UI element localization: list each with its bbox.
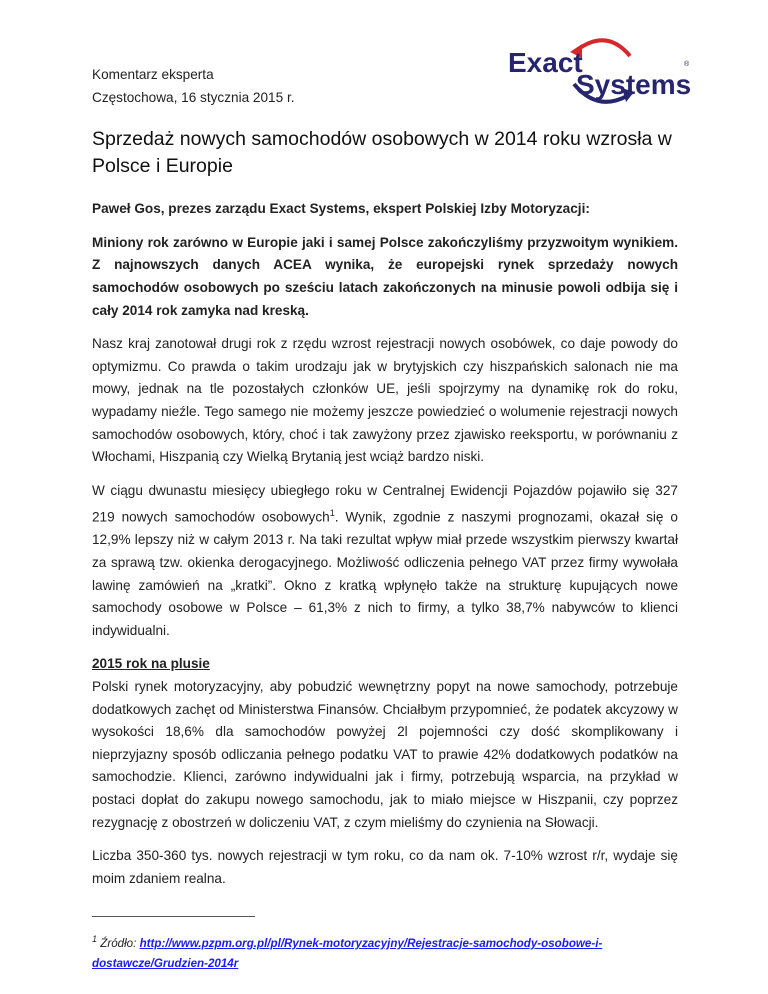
footnote [92,929,678,974]
paragraph-text: W ciągu dwunastu miesięcy ubiegłego roku w Centralnej Ewidencji Pojazdów pojawiło się 327 219 nowych samochodów osobowych [92,482,678,525]
footnote-link[interactable]: http://www.pzpm.org.pl/pl/Rynek-motoryzacyjny/Rejestracje-samochody-osobowe-i-dostawcze/Grudzien-2014r [92,936,603,970]
lead-paragraph: Miniony rok zarówno w Europie jaki i samej Polsce zakończyliśmy przyzwoitym wynikiem. Z najnowszych danych ACEA wynika, że europejski rynek sprzedaży nowych samochodów osobowych po sześciu latach zakończonych na minusie powoli odbija się i cały 2014 rok zamyka nad kreską. [92,234,678,318]
svg-text:®: ® [684,61,690,68]
footnote-number: 1 [92,933,98,944]
footnote-divider [92,916,255,917]
paragraph: Nasz kraj zanotował drugi rok z rzędu wzrost rejestracji nowych osobówek, co daje powody do optymizmu. Co prawda o takim urodzaju jak w brytyjskich czy hiszpańskich salonach nie ma mowy, jednak na tle pozostałych członków UE, jeśli spojrzymy na dynamikę rok do roku, wypadamy nieźle. Tego samego nie możemy jeszcze powiedzieć o wolumenie rejestracji nowych samochodów osobowych, który, choć i tak zawyżony przez zjawisko reeksportu, w porównaniu z Włochami, Hiszpanią czy Wielką Brytanią jest wciąż bardzo niski. [92,336,678,465]
footnote-ref[interactable]: 1 [329,508,335,519]
paragraph: Polski rynek motoryzacyjny, aby pobudzić wewnętrzny popyt na nowe samochody, potrzebuje dodatkowych zachęt od Ministerstwa Finansów. Chciałbym przypomnieć, że podatek akcyzowy w wysokości 18,6% dla samochodów powyżej 2l pojemności czy dość skomplikowany i nieprzyjazny sposób odliczania pełnego podatku VAT to prawie 42% dodatkowych podatków na samochodzie. Klienci, zarówno indywidualni jak i firmy, potrzebują wsparcia, na przykład w postaci dopłat do zakupu nowego samochodu, jak to miało miejsce w Hiszpanii, czy poprzez rezygnację z obostrzeń w doliczeniu VAT, z czym mieliśmy do czynienia na Słowacji. [92,679,678,830]
paragraph [92,480,678,643]
svg-text:Systems: Systems [576,69,692,100]
document-body [92,64,678,985]
paragraph-text: . Wynik, zgodnie z naszymi prognozami, okazał się o 12,9% lepszy niż w całym 2013 r. Na taki rezultat wpływ miał przede wszystkim pierwszy kwartał za sprawą tzw. okienka derogacyjnego. Możliwość odliczenia pełnego VAT przez firmy wywołała lawinę zamówień na „kratki”. Okno z kratką wpłynęło także na strukturę kupujących nowe samochody osobowe w Polsce – 61,3% z nich to firmy, a tylko 38,7% nabywców to klienci indywidualni. [92,509,678,638]
author-line: Paweł Gos, prezes zarządu Exact Systems, ekspert Polskiej Izby Motoryzacji: [92,201,590,217]
svg-text:Exact: Exact [508,47,583,78]
place-date: Częstochowa, 16 stycznia 2015 r. [92,89,295,105]
section-heading: 2015 rok na plusie [92,656,210,672]
comment-label: Komentarz eksperta [92,67,214,82]
closing-paragraph: Liczba 350-360 tys. nowych rejestracji w tym roku, co da nam ok. 7-10% wzrost r/r, wydaje się moim zdaniem realna. [92,848,678,886]
document-title: Sprzedaż nowych samochodów osobowych w 2014 roku wzrosła w Polsce i Europie [92,128,672,178]
footnote-label: Źródło: [100,936,137,950]
